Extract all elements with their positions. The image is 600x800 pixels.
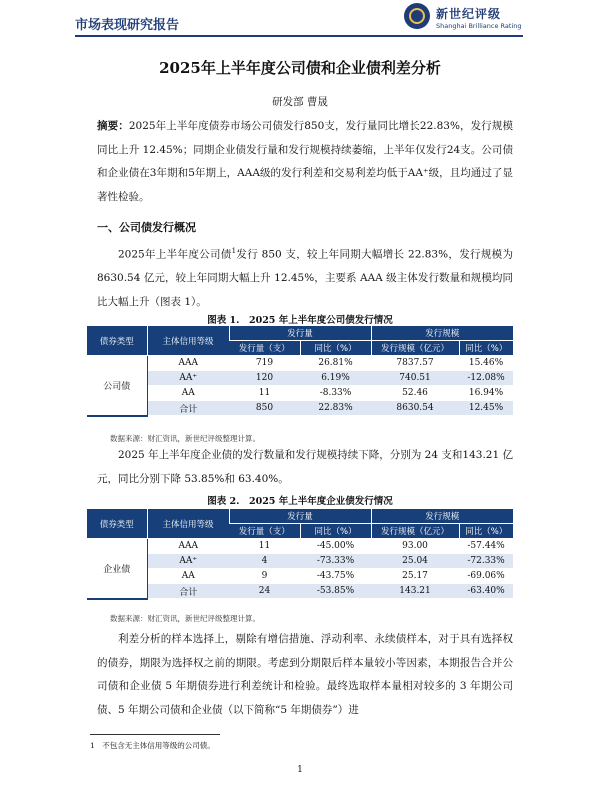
size-yoy: -72.33% xyxy=(459,554,513,569)
table2 xyxy=(87,509,513,600)
footnote-ref: 1 xyxy=(231,247,237,255)
abstract xyxy=(97,115,513,209)
abstract-text: 2025年上半年度债券市场公司债发行850支，发行量同比增长22.83%，发行规模同比上升 12.45%；同期企业债发行量和发行规模持续萎缩，上半年仅发行24支。公司债和企业债在3年期和5年期上，AAA级的发行利差和交易利差均低于AA⁺级，且均通过了显著性检验。 xyxy=(97,120,513,203)
count-yoy: -8.33% xyxy=(300,386,371,401)
size-yoy: 12.45% xyxy=(459,401,513,416)
table1-header-bond-type: 债券类型 xyxy=(87,326,147,356)
table1-header-count-yoy: 同比（%） xyxy=(300,341,371,356)
count: 120 xyxy=(229,371,300,386)
table2-bond-type: 企业债 xyxy=(87,539,147,599)
count: 24 xyxy=(229,584,300,599)
rating: 合计 xyxy=(147,401,229,416)
header-divider xyxy=(75,35,523,37)
table2-header-count: 发行量（支） xyxy=(229,524,300,539)
rating: AA xyxy=(147,569,229,584)
table2-header-issue-count: 发行量 xyxy=(229,509,371,524)
para1-start: 2025年上半年度公司债 xyxy=(118,248,232,261)
table2-source: 数据来源：财汇资讯，新世纪评级整理计算。 xyxy=(110,614,260,623)
count: 719 xyxy=(229,356,300,371)
paragraph-1 xyxy=(97,240,513,314)
table-row xyxy=(87,554,513,569)
table1-header-issue-size: 发行规模 xyxy=(371,326,513,341)
count: 11 xyxy=(229,386,300,401)
count-yoy: -43.75% xyxy=(300,569,371,584)
count-yoy: 22.83% xyxy=(300,401,371,416)
count-yoy: 6.19% xyxy=(300,371,371,386)
table-row xyxy=(87,371,513,386)
table1 xyxy=(87,326,513,417)
rating: 合计 xyxy=(147,584,229,599)
rating: AAA xyxy=(147,356,229,371)
brilliance-logo-icon xyxy=(404,3,430,29)
table2-header-count-yoy: 同比（%） xyxy=(300,524,371,539)
count-yoy: 26.81% xyxy=(300,356,371,371)
size: 143.21 xyxy=(371,584,459,599)
size-yoy: -69.06% xyxy=(459,569,513,584)
footnote: 1 不包含无主体信用等级的公司债。 xyxy=(90,741,215,750)
author-line: 研发部 曹晟 xyxy=(272,96,328,108)
count: 11 xyxy=(229,539,300,554)
table2-header-rating: 主体信用等级 xyxy=(147,509,229,539)
size-yoy: -63.40% xyxy=(459,584,513,599)
count-yoy: -53.85% xyxy=(300,584,371,599)
table1-caption: 图表 1. 2025 年上半年度公司债发行情况 xyxy=(207,315,393,326)
table2-caption: 图表 2. 2025 年上半年度企业债发行情况 xyxy=(207,496,393,507)
count: 850 xyxy=(229,401,300,416)
abstract-label: 摘要： xyxy=(97,120,129,132)
paragraph-3: 利差分析的样本选择上，剔除有增信措施、浮动利率、永续债样本，对于具有选择权的债券，期限为选择权之前的期限。考虑到分期限后样本量较小等因素，本期报告合并公司债和企业债 5 年期债券进行利差统计和检验。最终选取样本量相对较多的 3 年期公司债、5 年期公司债和企业债（以下简称“5 年期债券”）进 xyxy=(97,633,513,716)
table1-header-row-1 xyxy=(87,326,513,341)
size: 8630.54 xyxy=(371,401,459,416)
para1-rest: 发行 850 支，较上年同期大幅增长 22.83%，发行规模为 8630.54 亿元，较上年同期大幅上升 12.45%，主要系 AAA 级主体发行数量和规模均同比大幅上升（图表 1）。 xyxy=(97,248,513,308)
table1-header-size: 发行规模（亿元） xyxy=(371,341,459,356)
size: 25.04 xyxy=(371,554,459,569)
table1-source: 数据来源：财汇资讯，新世纪评级整理计算。 xyxy=(110,434,260,443)
table-total-row xyxy=(87,584,513,599)
table2-header-size: 发行规模（亿元） xyxy=(371,524,459,539)
table1-header-size-yoy: 同比（%） xyxy=(459,341,513,356)
size-yoy: 15.46% xyxy=(459,356,513,371)
size: 740.51 xyxy=(371,371,459,386)
table1-header-issue-count: 发行量 xyxy=(229,326,371,341)
table1-header-rating: 主体信用等级 xyxy=(147,326,229,356)
table2-header-issue-size: 发行规模 xyxy=(371,509,513,524)
size: 93.00 xyxy=(371,539,459,554)
table-row xyxy=(87,386,513,401)
page-number: 1 xyxy=(297,765,303,775)
report-type: 市场表现研究报告 xyxy=(75,18,180,33)
rating: AA xyxy=(147,386,229,401)
logo-name-en: Shanghai Brilliance Rating xyxy=(436,22,522,30)
size: 25.17 xyxy=(371,569,459,584)
section-heading-1: 一、公司债发行概况 xyxy=(97,221,196,234)
rating: AA⁺ xyxy=(147,554,229,569)
table2-header-row-1 xyxy=(87,509,513,524)
rating: AAA xyxy=(147,539,229,554)
table2-header-bond-type: 债券类型 xyxy=(87,509,147,539)
table-row xyxy=(87,539,513,554)
document-title: 2025年上半年度公司债和企业债利差分析 xyxy=(159,59,441,77)
logo-name-cn: 新世纪评级 xyxy=(436,7,502,21)
count: 9 xyxy=(229,569,300,584)
table2-header-size-yoy: 同比（%） xyxy=(459,524,513,539)
table-row xyxy=(87,569,513,584)
table-total-row xyxy=(87,401,513,416)
rating: AA⁺ xyxy=(147,371,229,386)
page-header xyxy=(0,0,600,40)
size-yoy: 16.94% xyxy=(459,386,513,401)
size: 7837.57 xyxy=(371,356,459,371)
table-row xyxy=(87,356,513,371)
table1-bond-type: 公司债 xyxy=(87,356,147,416)
footnote-divider xyxy=(90,734,220,735)
size: 52.46 xyxy=(371,386,459,401)
count-yoy: -45.00% xyxy=(300,539,371,554)
paragraph-2: 2025 年上半年度企业债的发行数量和发行规模持续下降，分别为 24 支和143.21 亿元，同比分别下降 53.85%和 63.40%。 xyxy=(97,449,513,485)
count-yoy: -73.33% xyxy=(300,554,371,569)
table1-header-count: 发行量（支） xyxy=(229,341,300,356)
size-yoy: -57.44% xyxy=(459,539,513,554)
count: 4 xyxy=(229,554,300,569)
size-yoy: -12.08% xyxy=(459,371,513,386)
